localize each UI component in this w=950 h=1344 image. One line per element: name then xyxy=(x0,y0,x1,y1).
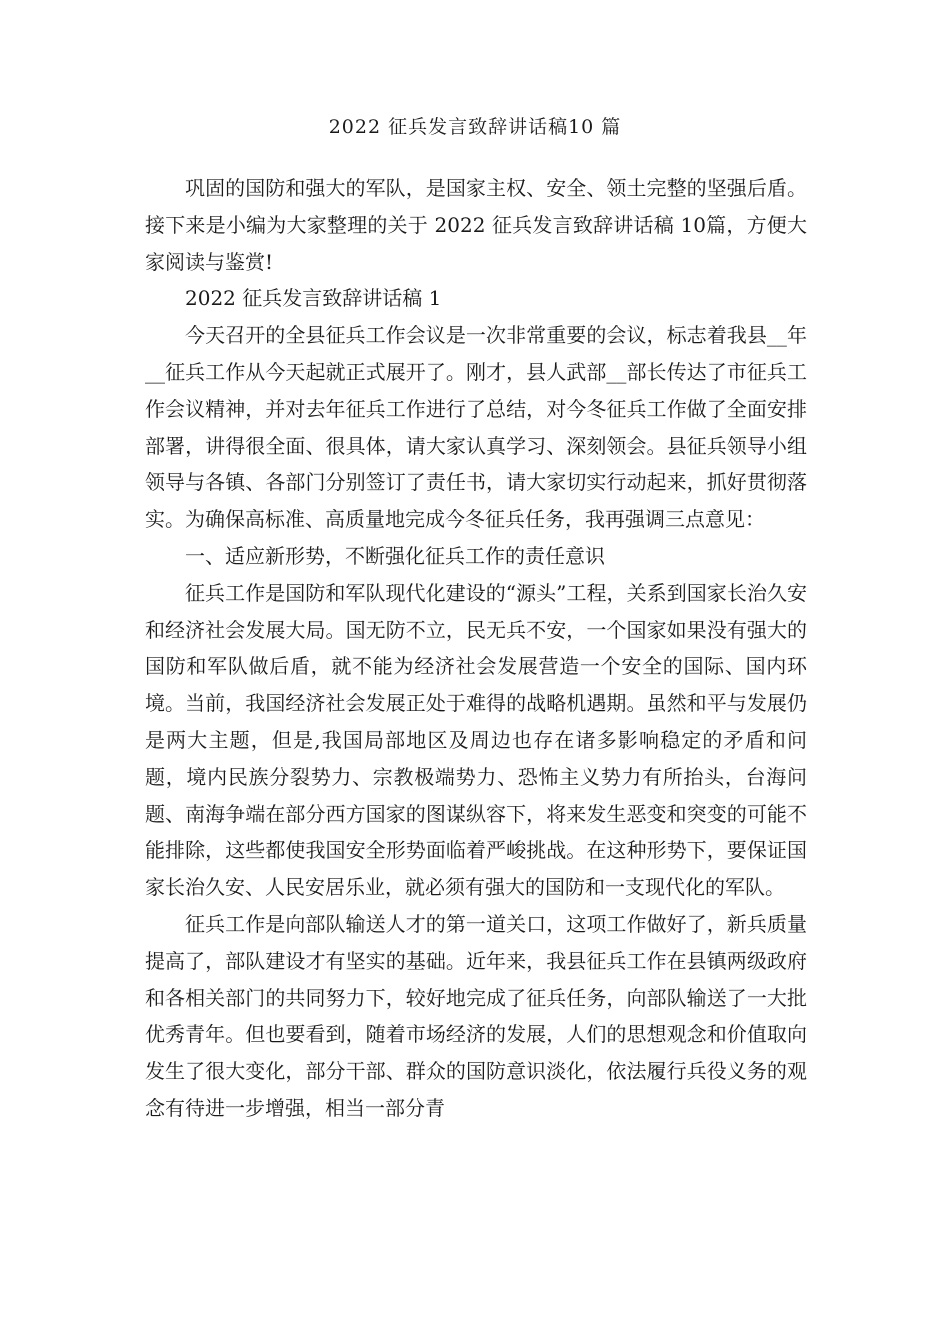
body-paragraph: 征兵工作是向部队输送人才的第一道关口，这项工作做好了，新兵质量提高了，部队建设才有坚实的基础。近年来，我县征兵工作在县镇两级政府和各相关部门的共同努力下，较好地完成了征兵任务，向部队输送了一大批优秀青年。但也要看到，随着市场经济的发展，人们的思想观念和价值取向发生了很大变化，部分干部、群众的国防意识淡化，依法履行兵役义务的观念有待进一步增强，相当一部分青 xyxy=(145,911,807,1120)
body-paragraph: 今天召开的全县征兵工作会议是一次非常重要的会议，标志着我县__年__征兵工作从今天起就正式展开了。刚才，县人武部__部长传达了市征兵工作会议精神，并对去年征兵工作进行了总结，对今冬征兵工作做了全面安排部署，讲得很全面、很具体，请大家认真学习、深刻领会。县征兵领导小组领导与各镇、各部门分别签订了责任书，请大家切实行动起来，抓好贯彻落实。为确保高标准、高质量地完成今冬征兵任务，我再强调三点意见： xyxy=(145,323,807,532)
subsection-heading: 一、适应新形势，不断强化征兵工作的责任意识 xyxy=(185,543,605,568)
intro-paragraph: 巩固的国防和强大的军队，是国家主权、安全、领土完整的坚强后盾。接下来是小编为大家整理的关于 2022 征兵发言致辞讲话稿 10篇，方便大家阅读与鉴赏! xyxy=(145,176,807,274)
document-body xyxy=(145,170,807,1127)
document-title: 2022 征兵发言致辞讲话稿10 篇 xyxy=(328,116,622,138)
body-paragraph: 征兵工作是国防和军队现代化建设的“源头”工程，关系到国家长治久安和经济社会发展大局。国无防不立，民无兵不安，一个国家如果没有强大的国防和军队做后盾，就不能为经济社会发展营造一个安全的国际、国内环境。当前，我国经济社会发展正处于难得的战略机遇期。虽然和平与发展仍是两大主题，但是,我国局部地区及周边也存在诸多影响稳定的矛盾和问题，境内民族分裂势力、宗教极端势力、恐怖主义势力有所抬头，台海问题、南海争端在部分西方国家的图谋纵容下，将来发生恶变和突变的可能不能排除，这些都使我国安全形势面临着严峻挑战。在这种形势下，要保证国家长治久安、人民安居乐业，就必须有强大的国防和一支现代化的军队。 xyxy=(145,580,807,900)
section-heading: 2022 征兵发言致辞讲话稿 1 xyxy=(185,286,442,311)
